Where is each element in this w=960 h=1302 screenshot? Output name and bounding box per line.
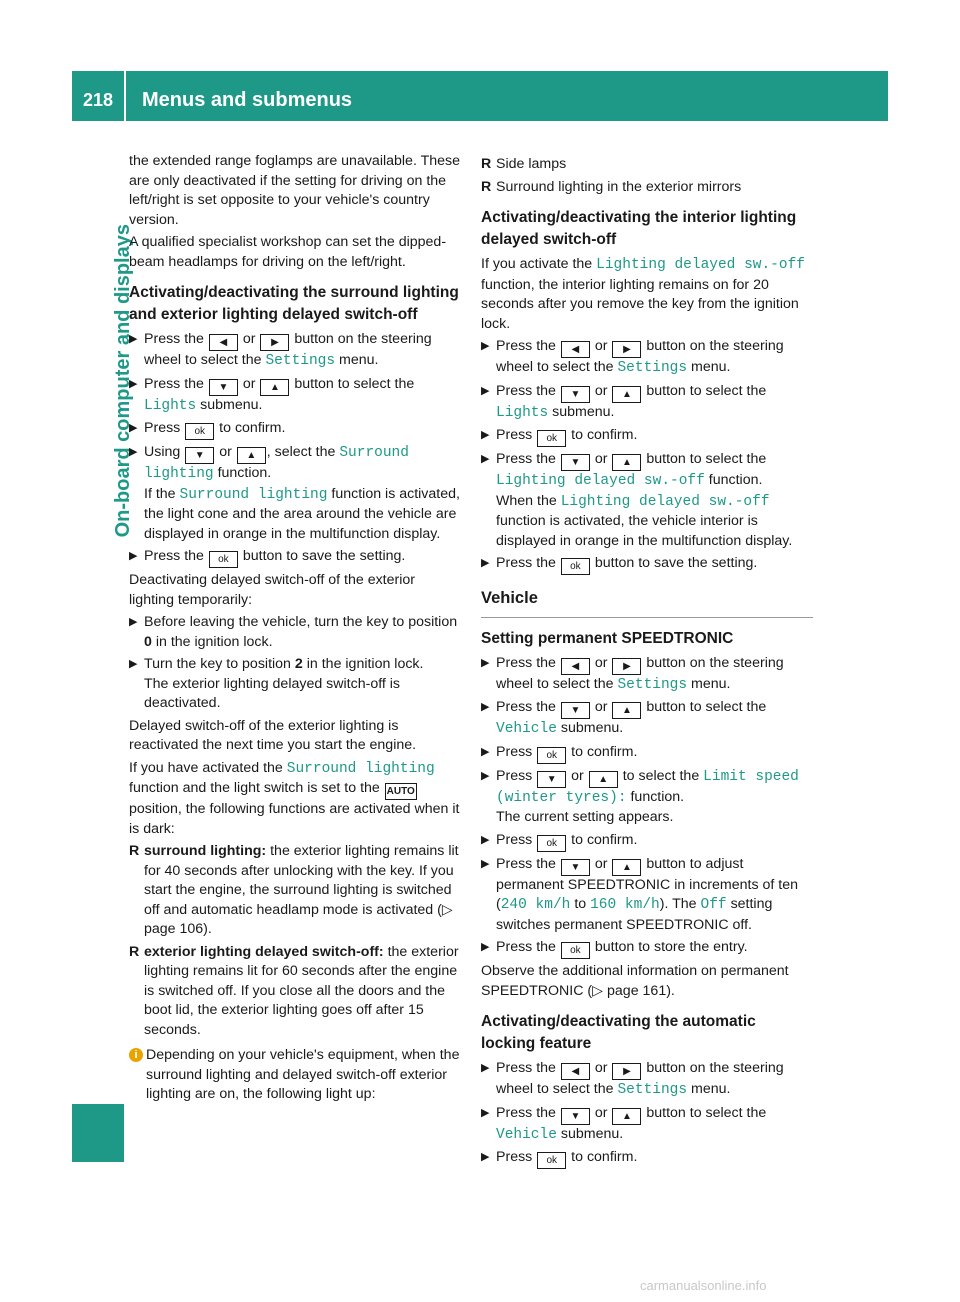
paragraph: the extended range foglamps are unavailable. These are only deactivated if the setting for driving on the left/right is set opposite to your vehicle's country version. <box>129 153 461 228</box>
step: ▶ Press the ◀ or ▶ button on the steering wheel to select the Settings menu. <box>129 330 461 372</box>
step: ▶ Press the ▼ or ▲ button to select the Vehicle submenu. <box>481 1104 813 1146</box>
down-key-icon: ▼ <box>561 454 590 471</box>
bullet-item: R surround lighting: the exterior lighting remains lit for 40 seconds after unlocking with the key. If you start the engine, the surround lighting is switched off and automatic headlamp mode is activated (▷ page 106). <box>129 843 459 937</box>
paragraph: If you have activated the Surround lighting function and the light switch is set to the AUTO position, the following functions are activated when it is dark: <box>129 759 460 837</box>
side-section-label: On-board computer and displays <box>112 224 134 538</box>
ok-key-icon: ok <box>185 423 214 440</box>
paragraph: Deactivating delayed switch-off of the exterior lighting temporarily: <box>129 572 416 608</box>
paragraph: Observe the additional information on permanent SPEEDTRONIC (▷ page 161). <box>481 963 789 999</box>
down-key-icon: ▼ <box>209 379 238 396</box>
section-heading: Activating/deactivating the surround lighting and exterior lighting delayed switch-off <box>129 284 459 323</box>
page-title: Menus and submenus <box>142 89 353 111</box>
ok-key-icon: ok <box>537 1152 566 1169</box>
bullet-item: R Surround lighting in the exterior mirrors <box>481 178 742 195</box>
step: ▶ Press ok to confirm. <box>481 1148 813 1169</box>
section-heading: Setting permanent SPEEDTRONIC <box>481 629 734 647</box>
step: ▶ Press ok to confirm. <box>481 831 813 852</box>
step: ▶ Press ok to confirm. <box>481 743 813 764</box>
down-key-icon: ▼ <box>185 447 214 464</box>
right-key-icon: ▶ <box>612 341 641 358</box>
step: ▶ Press ▼ or ▲ to select the Limit speed (winter tyres): function. The current setting appears. <box>481 767 813 828</box>
down-key-icon: ▼ <box>561 1108 590 1125</box>
page-number: 218 <box>82 90 114 110</box>
up-key-icon: ▲ <box>612 859 641 876</box>
step: ▶ Press the ok button to save the setting. <box>481 554 813 575</box>
section-heading: Activating/deactivating the automatic locking feature <box>481 1013 756 1052</box>
page-ref-icon: ▷ <box>592 982 604 999</box>
step: ▶ Press the ▼ or ▲ button to select the Lighting delayed sw.-off function. When the Lighting delayed sw.-off function is activated, the vehicle interior is displayed in orange in the multifunction display. <box>481 450 813 551</box>
up-key-icon: ▲ <box>612 1108 641 1125</box>
right-key-icon: ▶ <box>260 334 289 351</box>
paragraph: Delayed switch-off of the exterior lighting is reactivated the next time you start the engine. <box>129 717 417 753</box>
down-key-icon: ▼ <box>561 859 590 876</box>
section-heading: Activating/deactivating the interior lighting delayed switch-off <box>481 209 797 248</box>
left-key-icon: ◀ <box>561 658 590 675</box>
paragraph: A qualified specialist workshop can set the dipped-beam headlamps for driving on the left/right. <box>129 234 447 270</box>
step: ▶ Press the ok button to save the setting. <box>129 547 461 568</box>
watermark: carmanualsonline.info <box>640 1278 767 1293</box>
ok-key-icon: ok <box>537 747 566 764</box>
ok-key-icon: ok <box>537 430 566 447</box>
bullet-item: R exterior lighting delayed switch-off: the exterior lighting remains lit for 60 seconds after the engine is switched off. If you close all the doors and the boot lid, the exterior lighting goes off after 15 seconds. <box>129 943 459 1038</box>
step: ▶ Press the ◀ or ▶ button on the steering wheel to select the Settings menu. <box>481 1059 813 1101</box>
right-key-icon: ▶ <box>612 1063 641 1080</box>
step: ▶ Turn the key to position 2 in the ignition lock. The exterior lighting delayed switch-off is deactivated. <box>129 655 461 714</box>
info-icon: i <box>129 1048 143 1062</box>
step: ▶ Press the ◀ or ▶ button on the steering wheel to select the Settings menu. <box>481 654 813 696</box>
step: ▶ Press the ▼ or ▲ button to select the Vehicle submenu. <box>481 698 813 740</box>
step: ▶ Press the ▼ or ▲ button to select the Lights submenu. <box>129 375 461 417</box>
up-key-icon: ▲ <box>260 379 289 396</box>
right-column <box>481 152 813 1172</box>
paragraph: If you activate the Lighting delayed sw.-off function, the interior lighting remains on for 20 seconds after you remove the key from the ignition lock. <box>481 256 805 332</box>
down-key-icon: ▼ <box>561 702 590 719</box>
step: ▶ Press the ▼ or ▲ button to adjust permanent SPEEDTRONIC in increments of ten (240 km/h to 160 km/h). The Off setting switches permanent SPEEDTRONIC off. <box>481 855 813 936</box>
step: ▶ Press ok to confirm. <box>129 419 461 440</box>
left-column <box>129 152 461 1111</box>
step: ▶ Press the ▼ or ▲ button to select the Lights submenu. <box>481 382 813 424</box>
bullet-item: R Side lamps <box>481 156 567 172</box>
step: ▶ Before leaving the vehicle, turn the key to position 0 in the ignition lock. <box>129 613 461 652</box>
ok-key-icon: ok <box>561 558 590 575</box>
auto-light-icon: AUTO <box>385 783 417 800</box>
step: ▶ Using ▼ or ▲ , select the Surround lighting function. If the Surround lighting function is activated, the light cone and the area around the vehicle are displayed in orange in the multifunction display. <box>129 443 461 544</box>
down-key-icon: ▼ <box>537 771 566 788</box>
up-key-icon: ▲ <box>589 771 618 788</box>
step: ▶ Press the ◀ or ▶ button on the steering wheel to select the Settings menu. <box>481 337 813 379</box>
side-tab-block <box>72 1104 124 1162</box>
ok-key-icon: ok <box>537 835 566 852</box>
step: ▶ Press ok to confirm. <box>481 426 813 447</box>
info-note: i Depending on your vehicle's equipment, when the surround lighting and delayed switch-off exterior lighting are on, the following light up: <box>129 1046 461 1105</box>
up-key-icon: ▲ <box>237 447 266 464</box>
section-title: Vehicle <box>481 589 813 618</box>
up-key-icon: ▲ <box>612 454 641 471</box>
down-key-icon: ▼ <box>561 386 590 403</box>
page-ref-icon: ▷ <box>441 901 453 918</box>
left-key-icon: ◀ <box>561 341 590 358</box>
up-key-icon: ▲ <box>612 386 641 403</box>
ok-key-icon: ok <box>561 942 590 959</box>
left-key-icon: ◀ <box>209 334 238 351</box>
up-key-icon: ▲ <box>612 702 641 719</box>
step: ▶ Press the ok button to store the entry. <box>481 938 813 959</box>
left-key-icon: ◀ <box>561 1063 590 1080</box>
right-key-icon: ▶ <box>612 658 641 675</box>
ok-key-icon: ok <box>209 551 238 568</box>
